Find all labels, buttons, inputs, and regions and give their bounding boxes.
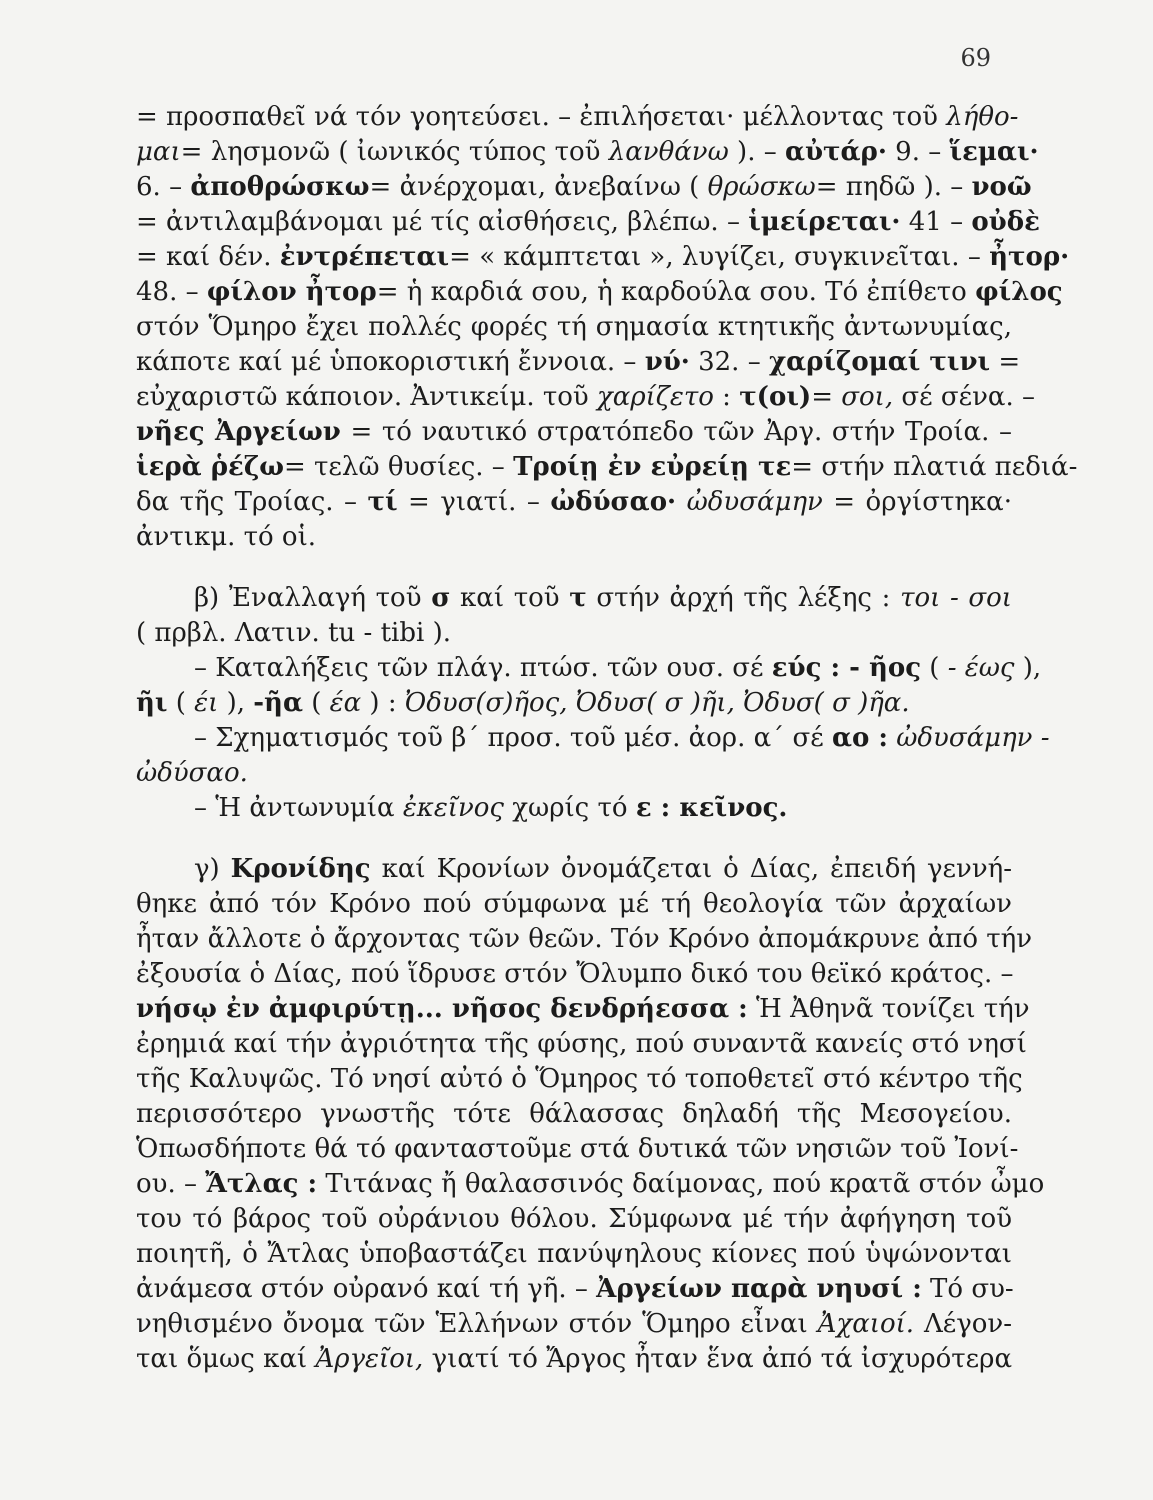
paragraph-gap xyxy=(136,555,1012,581)
text-run: = γιατί. – xyxy=(397,487,551,517)
text-line xyxy=(136,170,1032,205)
text-line xyxy=(136,992,1030,1027)
text-run: 6. – xyxy=(136,172,191,202)
text-run: καί τοῦ xyxy=(450,583,570,613)
bold-term: φίλος xyxy=(975,277,1063,307)
text-run: ου. – xyxy=(136,1169,206,1199)
text-run: του τό βάρος τοῦ οὐράνιου θόλου. Σύμφωνα μέ τήν ἀφήγηση τοῦ xyxy=(136,1204,1012,1234)
text-run: = λησμονῶ ( ἰωνικός τύπος τοῦ xyxy=(180,137,609,167)
bold-term: Ἄτλας : xyxy=(205,1169,318,1199)
text-line xyxy=(136,1237,1012,1272)
text-line xyxy=(136,520,1012,555)
text-line xyxy=(136,205,1040,240)
commentary-text xyxy=(136,100,1078,1377)
text-line xyxy=(136,1342,1012,1377)
text-run: = ὀργίστηκα· xyxy=(822,487,1013,517)
text-line xyxy=(136,1027,1027,1062)
text-run: = προσπαθεῖ νά τόν γοητεύσει. – ἐπιλήσεται· μέλλοντας τοῦ xyxy=(136,102,947,132)
bold-term: τί xyxy=(367,487,398,517)
text-run: δα τῆς Τροίας. – xyxy=(136,487,368,517)
italic-term: σοι, xyxy=(841,382,894,412)
bold-term: σ xyxy=(431,583,451,613)
text-run: ( xyxy=(302,688,330,718)
text-run: = ἀνέρχομαι, ἀνεβαίνω ( xyxy=(369,172,708,202)
text-line xyxy=(136,345,1021,380)
text-run: = πηδῶ ). – xyxy=(815,172,972,202)
text-line xyxy=(136,450,1078,485)
italic-term: λανθάνω xyxy=(608,137,729,167)
text-line xyxy=(136,651,1042,686)
text-run: 9. – xyxy=(886,137,950,167)
text-run: Ἡ Ἀθηνᾶ τονίζει τήν xyxy=(747,994,1030,1024)
text-line xyxy=(136,1062,1023,1097)
italic-term: Ἀχαιοί. xyxy=(817,1309,915,1339)
bold-term: οὐδὲ xyxy=(971,207,1040,237)
italic-term: έα xyxy=(329,688,362,718)
text-line xyxy=(136,240,1070,275)
text-run: = xyxy=(990,347,1021,377)
text-line xyxy=(136,1202,1012,1237)
text-run: = ἡ καρδιά σου, ἡ καρδούλα σου. Τό ἐπίθετο xyxy=(376,277,976,307)
bold-term: Ἀργείων παρὰ νηυσί : xyxy=(596,1274,922,1304)
text-run: χωρίς τό xyxy=(503,793,636,823)
text-line xyxy=(136,310,1012,345)
bold-term: ἦτορ· xyxy=(989,242,1070,272)
text-run: ἐρημιά καί τήν ἀγριότητα τῆς φύσης, πού συναντᾶ κανείς στό νησί xyxy=(136,1029,1027,1059)
bold-term: ἱμείρεται· xyxy=(748,207,901,237)
text-line xyxy=(136,887,1012,922)
text-line xyxy=(136,135,1039,170)
text-line xyxy=(136,100,1019,135)
text-run: = καί δέν. xyxy=(136,242,280,272)
text-run: ), xyxy=(1014,653,1042,683)
text-run: Ὁπωσδήποτε θά τό φανταστοῦμε στά δυτικά τῶν νησιῶν τοῦ Ἰονί- xyxy=(136,1134,1019,1164)
italic-term: ὠδυσάμην - xyxy=(896,723,1050,753)
bold-term: ε : κεῖνος. xyxy=(635,793,788,823)
text-line xyxy=(136,485,1012,520)
text-run: = στήν πλατιά πεδιά- xyxy=(791,452,1078,482)
bold-term: ὠδύσαο· xyxy=(550,487,677,517)
text-run: β) Ἐναλλαγή τοῦ xyxy=(194,583,432,613)
text-run: ἐξουσία ὁ Δίας, πού ἵδρυσε στόν Ὄλυμπο δικό του θεϊκό κράτος. – xyxy=(136,959,1014,989)
italic-term: έι xyxy=(194,688,219,718)
text-run: – Καταλήξεις τῶν πλάγ. πτώσ. τῶν ουσ. σέ xyxy=(194,653,772,683)
text-line xyxy=(136,380,1036,415)
text-line xyxy=(136,686,1012,721)
text-run: ποιητῆ, ὁ Ἄτλας ὑποβαστάζει πανύψηλους κίονες πού ὑψώνονται xyxy=(136,1239,1012,1269)
text-run: ) : xyxy=(361,688,405,718)
text-run: = τελῶ θυσίες. – xyxy=(284,452,514,482)
text-run: εὐχαριστῶ κάποιον. Ἀντικείμ. τοῦ xyxy=(136,382,598,412)
text-run: ἀντικμ. τό οἱ. xyxy=(136,522,317,552)
paragraph-gap xyxy=(136,826,1012,852)
bold-term: εύς : - ῆος xyxy=(771,653,922,683)
text-run: στήν ἀρχή τῆς λέξης : xyxy=(586,583,901,613)
bold-term: νῆες Ἀργείων xyxy=(136,417,341,447)
text-run: ), xyxy=(218,688,254,718)
text-run: τῆς Καλυψῶς. Τό νησί αὐτό ὁ Ὅμηρος τό τοποθετεῖ στό κέντρο τῆς xyxy=(136,1064,1023,1094)
text-line xyxy=(136,1132,1019,1167)
text-run: – Σχηματισμός τοῦ β΄ προσ. τοῦ μέσ. ἀορ. α΄ σέ xyxy=(194,723,832,753)
text-run xyxy=(676,487,686,517)
text-run: ται ὅμως καί xyxy=(136,1344,316,1374)
bold-term: αο : xyxy=(831,723,888,753)
bold-term: ῆι xyxy=(136,688,168,718)
bold-term: φίλον ἦτορ xyxy=(206,277,377,307)
bold-term: νήσῳ ἐν ἀμφιρύτῃ... νῆσος δενδρήεσσα : xyxy=(136,994,748,1024)
italic-term: Ὀδυσ(σ)ῆος, Ὀδυσ( σ )ῆι, Ὀδυσ( σ )ῆα. xyxy=(404,688,910,718)
text-line xyxy=(136,721,1050,756)
text-line xyxy=(136,791,1012,826)
bold-term: ἱερὰ ῥέζω xyxy=(136,452,284,482)
text-line xyxy=(136,756,1012,791)
bold-term: νοῶ xyxy=(971,172,1032,202)
text-run: Λέγον- xyxy=(914,1309,1013,1339)
bold-term: ἵεμαι· xyxy=(949,137,1039,167)
text-run: = ἀντιλαμβάνομαι μέ τίς αἰσθήσεις, βλέπω. – xyxy=(136,207,749,237)
bold-term: Τροίῃ ἐν εὐρείῃ τε xyxy=(513,452,792,482)
text-run: Τό συ- xyxy=(921,1274,1014,1304)
text-run: ἀνάμεσα στόν οὐρανό καί τή γῆ. – xyxy=(136,1274,597,1304)
italic-term: ἐκεῖνος xyxy=(402,793,504,823)
text-line xyxy=(136,616,1012,651)
text-line xyxy=(136,1167,1045,1202)
italic-term: Ἀργεῖοι, xyxy=(315,1344,424,1374)
text-run: – Ἡ ἀντωνυμία xyxy=(194,793,403,823)
text-run: = xyxy=(811,382,842,412)
text-line xyxy=(136,852,1012,887)
text-run: 41 – xyxy=(900,207,972,237)
text-run: νηθισμένο ὄνομα τῶν Ἑλλήνων στόν Ὅμηρο εἶναι xyxy=(136,1309,818,1339)
italic-term: ὠδυσάμην xyxy=(686,487,823,517)
text-line xyxy=(136,957,1012,992)
italic-term: ὠδύσαο. xyxy=(136,758,248,788)
text-run: = τό ναυτικό στρατόπεδο τῶν Ἀργ. στήν Τροία. – xyxy=(340,417,1012,447)
text-line xyxy=(136,581,1012,616)
text-run: ( xyxy=(167,688,195,718)
text-run: 32. – xyxy=(689,347,769,377)
text-run xyxy=(888,723,896,753)
text-run: σέ σένα. – xyxy=(893,382,1036,412)
text-line xyxy=(136,1272,1012,1307)
text-run: ). – xyxy=(728,137,785,167)
text-run: γ) xyxy=(194,854,231,884)
text-line xyxy=(136,922,1033,957)
text-run: : xyxy=(713,382,740,412)
text-run: κάποτε καί μέ ὑποκοριστική ἔννοια. – xyxy=(136,347,645,377)
bold-term: -ῆα xyxy=(253,688,303,718)
text-run: ἦταν ἄλλοτε ὁ ἄρχοντας τῶν θεῶν. Τόν Κρόνο ἀπομάκρυνε ἀπό τήν xyxy=(136,924,1033,954)
italic-term: τοι - σοι xyxy=(900,583,1013,613)
italic-term: θρώσκω xyxy=(707,172,816,202)
bold-term: τ(οι) xyxy=(739,382,812,412)
bold-term: Κρονίδης xyxy=(230,854,371,884)
italic-term: λήθο- xyxy=(946,102,1019,132)
text-run: ( xyxy=(921,653,948,683)
text-line xyxy=(136,1307,1012,1342)
text-run: 48. – xyxy=(136,277,207,307)
text-run: περισσότερο γνωστῆς τότε θάλασσας δηλαδή τῆς Μεσογείου. xyxy=(136,1099,1012,1129)
text-run: γιατί τό Ἄργος ἦταν ἕνα ἀπό τά ἰσχυρότερα xyxy=(423,1344,1012,1374)
bold-term: ἀποθρώσκω xyxy=(190,172,370,202)
text-run: καί Κρονίων ὀνομάζεται ὁ Δίας, ἐπειδή γεννή- xyxy=(370,854,1012,884)
text-run: = « κάμπτεται », λυγίζει, συγκινεῖται. – xyxy=(449,242,990,272)
text-line xyxy=(136,415,1012,450)
page-number: 69 xyxy=(960,44,991,72)
text-line xyxy=(136,275,1063,310)
bold-term: νύ· xyxy=(644,347,690,377)
italic-term: - έως xyxy=(947,653,1015,683)
italic-term: μαι xyxy=(136,137,181,167)
bold-term: αὐτάρ· xyxy=(785,137,887,167)
bold-term: τ xyxy=(569,583,587,613)
italic-term: χαρίζετο xyxy=(597,382,714,412)
bold-term: χαρίζομαί τινι xyxy=(768,347,991,377)
text-run: θηκε ἀπό τόν Κρόνο πού σύμφωνα μέ τή θεολογία τῶν ἀρχαίων xyxy=(136,889,1012,919)
bold-term: ἐντρέπεται xyxy=(279,242,450,272)
text-run: Τιτάνας ἤ θαλασσινός δαίμονας, πού κρατᾶ στόν ὦμο xyxy=(317,1169,1045,1199)
text-line xyxy=(136,1097,1012,1132)
text-run: ( πρβλ. Λατιν. tu - tibi ). xyxy=(136,618,451,648)
text-run: στόν Ὅμηρο ἔχει πολλές φορές τή σημασία κτητικῆς ἀντωνυμίας, xyxy=(136,312,1012,342)
